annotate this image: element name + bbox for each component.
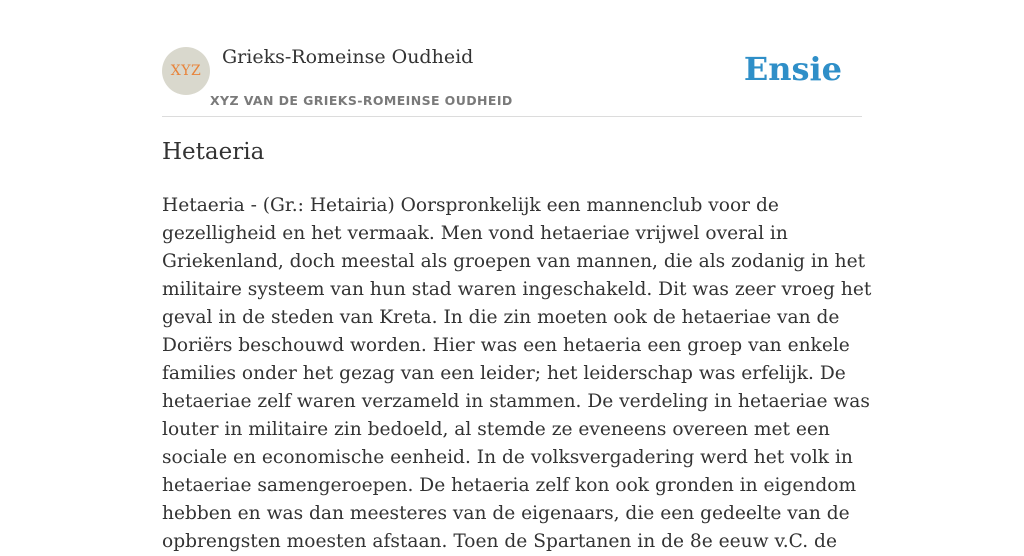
book-subtitle: XYZ VAN DE GRIEKS-ROMEINSE OUDHEID — [210, 93, 513, 108]
book-logo-text: XYZ — [170, 63, 202, 79]
book-title[interactable]: Grieks-Romeinse Oudheid — [222, 46, 474, 68]
site-header — [162, 0, 862, 117]
brand-logo-link[interactable]: Ensie — [743, 50, 842, 88]
book-logo[interactable] — [162, 47, 210, 95]
entry-title: Hetaeria — [162, 139, 265, 165]
entry-body: Hetaeria - (Gr.: Hetairia) Oorspronkelijk een mannenclub voor de gezelligheid en het vermaak. Men vond hetaeriae vrijwel overal in Griekenland, doch meestal als groepen van mannen, die als zodanig in het militaire systeem van hun stad waren ingeschakeld. Dit was zeer vroeg het geval in de steden van Kreta. In die zin moeten ook de hetaeriae van de Doriërs beschouwd worden. Hier was een hetaeria een groep van enkele families onder het gezag van een leider; het leiderschap was erfelijk. De hetaeriae zelf waren verzameld in stammen. De verdeling in hetaeriae was louter in militaire zin bedoeld, al stemde ze eveneens overeen met een sociale en economische eenheid. In de volksvergadering werd het volk in hetaeriae samengeroepen. De hetaeria zelf kon ook gronden in eigendom hebben en was dan meesteres van de eigenaars, die een gedeelte van de opbrengsten moesten afstaan. Toen de Spartanen in de 8e eeuw v.C. de — [162, 195, 872, 552]
